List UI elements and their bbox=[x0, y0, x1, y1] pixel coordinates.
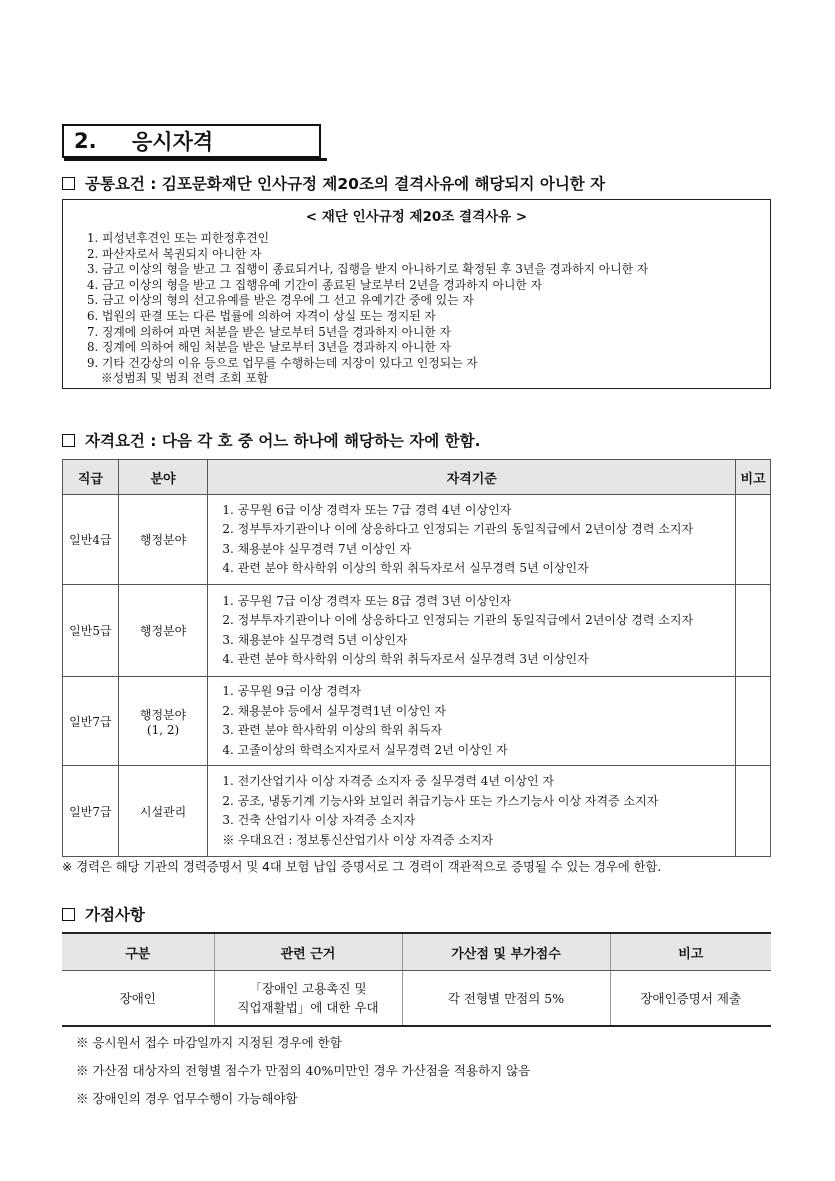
title-shadow-line bbox=[64, 158, 327, 161]
header-field: 분야 bbox=[118, 460, 208, 495]
note-item: ※ 장애인의 경우 업무수행이 가능해야함 bbox=[76, 1091, 298, 1106]
criteria-line: 4. 관련 분야 학사학위 이상의 학위 취득자로서 실무경력 5년 이상인자 bbox=[222, 561, 589, 575]
qualification-table bbox=[62, 459, 771, 857]
header-criteria: 자격기준 bbox=[208, 460, 736, 495]
criteria-line: 2. 정부투자기관이나 이에 상응하다고 인정되는 기관의 동일직급에서 2년이상 경력 소지자 bbox=[222, 613, 694, 627]
criteria-line: 4. 고졸이상의 학력소지자로서 실무경력 2년 이상인 자 bbox=[222, 742, 508, 757]
basis-cell bbox=[214, 971, 402, 1027]
criteria-line: 4. 관련 분야 학사학위 이상의 학위 취득자로서 실무경력 3년 이상인자 bbox=[222, 652, 589, 666]
table-row bbox=[63, 495, 771, 585]
checkbox-square-icon bbox=[62, 908, 75, 921]
remark-cell bbox=[736, 585, 771, 677]
criteria-line: 1. 공무원 7급 이상 경력자 또는 8급 경력 3년 이상인자 bbox=[222, 593, 512, 608]
disqualification-list bbox=[87, 231, 648, 387]
table-row bbox=[63, 677, 771, 766]
criteria-line: 2. 정부투자기관이나 이에 상응하다고 인정되는 기관의 동일직급에서 2년이상 경력 소지자 bbox=[222, 522, 694, 536]
points-cell: 각 전형별 만점의 5% bbox=[402, 971, 610, 1027]
list-item: 8. 징계에 의하여 해임 처분을 받은 날로부터 3년을 경과하지 아니한 자 bbox=[87, 340, 451, 355]
table-row bbox=[63, 766, 771, 857]
criteria-line: 3. 채용분야 실무경력 5년 이상인자 bbox=[222, 632, 408, 647]
bonus-heading bbox=[62, 903, 145, 925]
remark-cell bbox=[736, 766, 771, 857]
qualification-heading-text: 자격요건 : 다음 각 호 중 어느 하나에 해당하는 자에 한함. bbox=[85, 432, 481, 450]
disqualification-title bbox=[62, 205, 771, 225]
grade-cell: 일반7급 bbox=[63, 677, 119, 766]
criteria-line: 3. 관련 분야 학사학위 이상의 학위 취득자 bbox=[222, 723, 443, 737]
header-points: 가산점 및 부가점수 bbox=[402, 933, 610, 971]
field-cell: 행정분야 bbox=[118, 585, 208, 677]
table-header-row bbox=[63, 460, 771, 495]
header-remark: 비고 bbox=[736, 460, 771, 495]
table-row bbox=[62, 971, 771, 1027]
section-title-box bbox=[62, 124, 321, 158]
criteria-line: 2. 공조, 냉동기계 기능사와 보일러 취급기능사 또는 가스기능사 이상 자격증 소지자 bbox=[222, 793, 659, 808]
note-item: ※ 응시원서 접수 마감일까지 지정된 경우에 한함 bbox=[76, 1035, 342, 1050]
section-title: 응시자격 bbox=[132, 130, 214, 154]
remark-cell bbox=[736, 677, 771, 766]
criteria-line: 1. 공무원 9급 이상 경력자 bbox=[222, 684, 362, 698]
grade-cell: 일반4급 bbox=[63, 495, 119, 585]
criteria-line: 1. 공무원 6급 이상 경력자 또는 7급 경력 4년 이상인자 bbox=[222, 502, 512, 517]
list-item: 5. 금고 이상의 형의 선고유예를 받은 경우에 그 선고 유예기간 중에 있는 자 bbox=[87, 293, 474, 308]
bonus-table bbox=[62, 932, 771, 1027]
section-number: 2. bbox=[74, 129, 97, 153]
basis-line: 직업재활법」에 대한 우대 bbox=[237, 1000, 379, 1015]
field-line: (1, 2) bbox=[146, 722, 180, 737]
basis-line: 「장애인 고용촉진 및 bbox=[249, 981, 367, 996]
field-cell: 행정분야 bbox=[118, 495, 208, 585]
category-cell: 장애인 bbox=[62, 971, 214, 1027]
header-grade: 직급 bbox=[63, 460, 119, 495]
career-note: ※ 경력은 해당 기관의 경력증명서 및 4대 보험 납입 증명서로 그 경력이 객관적으로 증명될 수 있는 경우에 한함. bbox=[62, 860, 662, 874]
criteria-line: 2. 채용분야 등에서 실무경력1년 이상인 자 bbox=[222, 703, 446, 718]
list-item: 4. 금고 이상의 형을 받고 그 집행유예 기간이 종료된 날로부터 2년을 경과하지 아니한 자 bbox=[87, 277, 542, 292]
criteria-cell bbox=[208, 495, 736, 585]
criteria-line: ※ 우대요건 : 정보통신산업기사 이상 자격증 소지자 bbox=[222, 832, 494, 847]
criteria-cell bbox=[208, 677, 736, 766]
field-cell bbox=[118, 677, 208, 766]
header-basis: 관련 근거 bbox=[214, 933, 402, 971]
field-cell: 시설관리 bbox=[118, 766, 208, 857]
remark-cell: 장애인증명서 제출 bbox=[610, 971, 771, 1027]
note-item: ※ 가산점 대상자의 전형별 점수가 만점의 40%미만인 경우 가산점을 적용하지 않음 bbox=[76, 1063, 531, 1078]
criteria-cell bbox=[208, 766, 736, 857]
checkbox-square-icon bbox=[62, 177, 75, 190]
list-item: 7. 징계에 의하여 파면 처분을 받은 날로부터 5년을 경과하지 아니한 자 bbox=[87, 324, 451, 339]
bonus-notes bbox=[76, 1033, 530, 1117]
bonus-heading-text: 가점사항 bbox=[85, 906, 145, 924]
checkbox-square-icon bbox=[62, 434, 75, 447]
criteria-line: 1. 전기산업기사 이상 자격증 소지자 중 실무경력 4년 이상인 자 bbox=[222, 774, 554, 788]
grade-cell: 일반7급 bbox=[63, 766, 119, 857]
table-row bbox=[63, 585, 771, 677]
field-line: 행정분야 bbox=[139, 707, 187, 722]
list-item: ※성범죄 및 범죄 전력 조회 포함 bbox=[101, 371, 269, 386]
criteria-line: 3. 건축 산업기사 이상 자격증 소지자 bbox=[222, 813, 416, 827]
list-item: 3. 금고 이상의 형을 받고 그 집행이 종료되거나, 집행을 받지 아니하기로 확정된 후 3년을 경과하지 아니한 자 bbox=[87, 262, 649, 277]
criteria-cell bbox=[208, 585, 736, 677]
criteria-line: 3. 채용분야 실무경력 7년 이상인 자 bbox=[222, 541, 412, 556]
grade-cell: 일반5급 bbox=[63, 585, 119, 677]
common-heading-text: 공통요건 : 김포문화재단 인사규정 제20조의 결격사유에 해당되지 아니한 자 bbox=[85, 175, 606, 193]
remark-cell bbox=[736, 495, 771, 585]
header-remark: 비고 bbox=[610, 933, 771, 971]
list-item: 6. 법원의 판결 또는 다른 법률에 의하여 자격이 상실 또는 정지된 자 bbox=[87, 308, 436, 323]
list-item: 2. 파산자로서 복권되지 아니한 자 bbox=[87, 246, 262, 261]
table-header-row bbox=[62, 933, 771, 971]
list-item: 1. 피성년후견인 또는 피한정후견인 bbox=[87, 231, 270, 245]
list-item: 9. 기타 건강상의 이유 등으로 업무를 수행하는데 지장이 있다고 인정되는 자 bbox=[87, 355, 478, 370]
qualification-heading bbox=[62, 429, 480, 451]
header-category: 구분 bbox=[62, 933, 214, 971]
disqualification-title-text: < 재단 인사규정 제20조 결격사유 > bbox=[300, 209, 533, 225]
common-heading bbox=[62, 172, 605, 194]
